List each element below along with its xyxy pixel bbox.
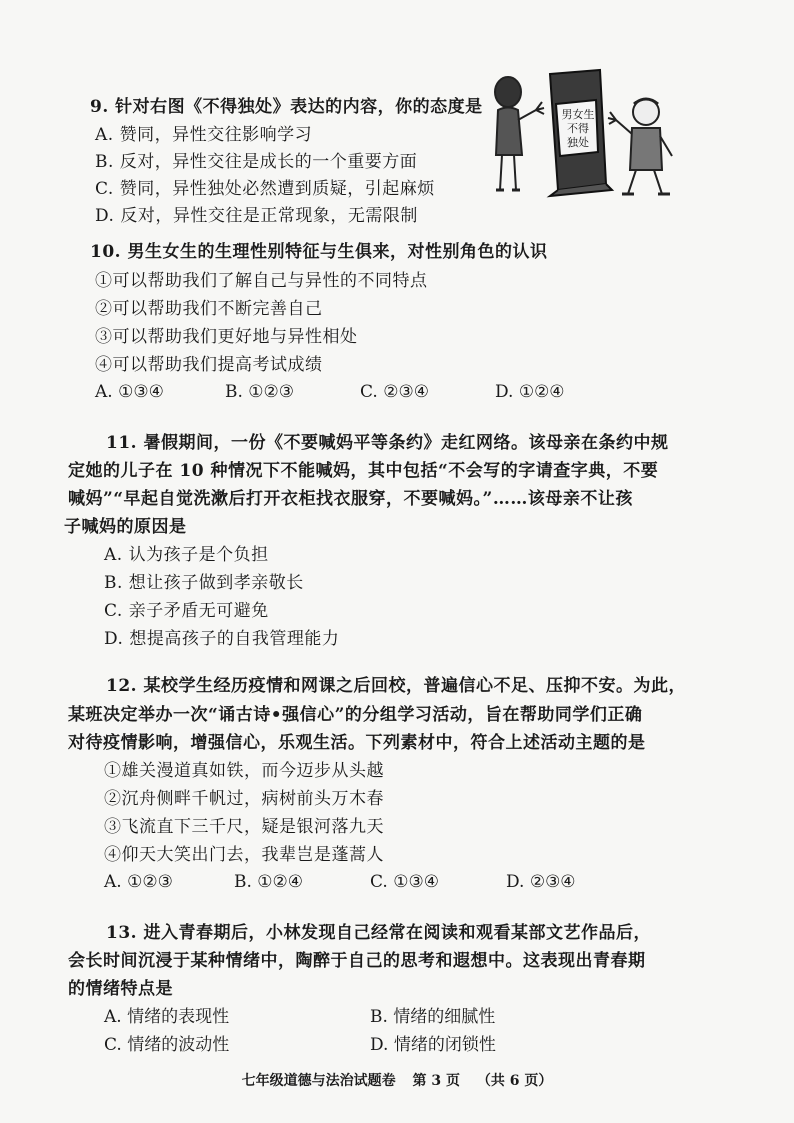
q10-item-3: ③可以帮助我们更好地与异性相处 [95, 327, 358, 347]
q12-item-1: ①雄关漫道真如铁，而今迈步从头越 [104, 761, 384, 781]
q9-option-c: C. 赞同，异性独处必然遭到质疑，引起麻烦 [95, 179, 435, 199]
q12-option-d: D. ②③④ [506, 872, 576, 892]
q12-option-c: C. ①③④ [370, 872, 439, 892]
boy-figure-icon [608, 99, 672, 194]
sign-text-line2: 不得 [567, 122, 589, 135]
q13-option-a: A. 情绪的表现性 [104, 1007, 230, 1027]
q11-stem-line1: 11. 暑假期间，一份《不要喊妈平等条约》走红网络。该母亲在条约中规 [106, 433, 669, 453]
q9-stem: 9. 针对右图《不得独处》表达的内容，你的态度是 [90, 97, 483, 117]
q12-option-a: A. ①②③ [104, 872, 173, 892]
q10-option-a: A. ①③④ [95, 382, 164, 402]
footer-total-pages: （共 6 页） [476, 1073, 553, 1089]
q10-item-2: ②可以帮助我们不断完善自己 [95, 299, 323, 319]
q10-option-b: B. ①②③ [225, 382, 295, 402]
q11-option-b: B. 想让孩子做到孝亲敬长 [104, 573, 304, 593]
q13-option-b: B. 情绪的细腻性 [370, 1007, 496, 1027]
cartoon-illustration [478, 60, 678, 200]
q10-option-d: D. ①②④ [495, 382, 565, 402]
girl-figure-icon [495, 77, 544, 190]
q10-item-4: ④可以帮助我们提高考试成绩 [95, 355, 323, 375]
q10-item-1: ①可以帮助我们了解自己与异性的不同特点 [95, 271, 428, 291]
q12-option-b: B. ①②④ [234, 872, 304, 892]
q12-item-2: ②沉舟侧畔千帆过，病树前头万木春 [104, 789, 384, 809]
page-footer [0, 1070, 794, 1090]
q13-option-d: D. 情绪的闭锁性 [370, 1035, 496, 1055]
sign-text-line1: 男女生 [561, 108, 595, 121]
q12-item-3: ③飞流直下三千尺，疑是银河落九天 [104, 817, 384, 837]
q11-stem-line4: 子喊妈的原因是 [64, 517, 187, 537]
q13-option-c: C. 情绪的波动性 [104, 1035, 230, 1055]
q11-option-c: C. 亲子矛盾无可避免 [104, 601, 269, 621]
q10-option-c: C. ②③④ [360, 382, 429, 402]
q9-option-d: D. 反对，异性交往是正常现象，无需限制 [95, 206, 418, 226]
q11-option-d: D. 想提高孩子的自我管理能力 [104, 629, 340, 649]
q13-stem-line2: 会长时间沉浸于某种情绪中，陶醉于自己的思考和遐想中。这表现出青春期 [68, 951, 646, 971]
q11-option-a: A. 认为孩子是个负担 [104, 545, 269, 565]
footer-title: 七年级道德与法治试题卷 [241, 1073, 396, 1089]
sign-text-line3: 独处 [567, 136, 589, 149]
q12-item-4: ④仰天大笑出门去，我辈岂是蓬蒿人 [104, 845, 384, 865]
q11-stem-line2: 定她的儿子在 10 种情况下不能喊妈，其中包括“不会写的字请查字典，不要 [68, 461, 659, 481]
q13-stem-line3: 的情绪特点是 [68, 979, 173, 999]
q13-stem-line1: 13. 进入青春期后，小林发现自己经常在阅读和观看某部文艺作品后， [106, 923, 651, 943]
q10-stem: 10. 男生女生的生理性别特征与生俱来，对性别角色的认识 [90, 242, 548, 262]
q9-option-b: B. 反对，异性交往是成长的一个重要方面 [95, 152, 418, 172]
footer-page-number: 第 3 页 [412, 1073, 460, 1089]
q12-stem-line1: 12. 某校学生经历疫情和网课之后回校，普遍信心不足、压抑不安。为此， [106, 676, 686, 696]
q9-option-a: A. 赞同，异性交往影响学习 [95, 125, 313, 145]
q12-stem-line2: 某班决定举办一次“诵古诗•强信心”的分组学习活动，旨在帮助同学们正确 [68, 705, 643, 725]
q11-stem-line3: 喊妈”“早起自觉洗漱后打开衣柜找衣服穿，不要喊妈。”……该母亲不让孩 [68, 489, 633, 509]
q12-stem-line3: 对待疫情影响，增强信心，乐观生活。下列素材中，符合上述活动主题的是 [68, 733, 646, 753]
